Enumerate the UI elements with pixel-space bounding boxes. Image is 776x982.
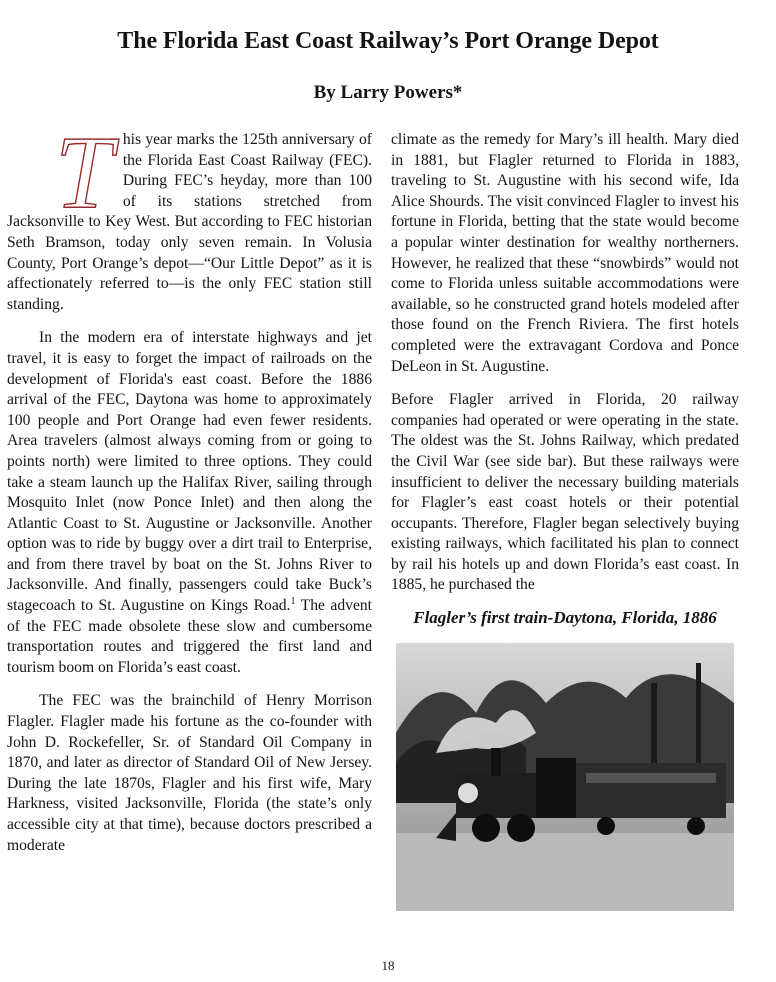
left-column (7, 115, 372, 856)
page-number: 18 (381, 958, 395, 973)
author-byline: By Larry Powers* (313, 82, 463, 103)
paragraph-flagler: The FEC was the brainchild of Henry Morrison Flagler. Flagler made his fortune as the co-founder with John D. Rockefeller, Sr. of Standard Oil Company in 1870, and later as director of Standard Oil of New Jersey. During the late 1870s, Flagler and his first wife, Mary Harkness, visited Jacksonville, Florida (the state’s only accessible city at that time), because doctors prescribed a moderate (7, 692, 372, 854)
footnote-marker: 1 (290, 595, 296, 607)
intro-paragraph (7, 115, 372, 315)
paragraph-railways: Before Flagler arrived in Florida, 20 railway companies had operated or were operating in the state. The oldest was the St. Johns Railway, which predated the Civil War (see side bar). But these railways were insufficient to deliver the necessary building materials for Flagler’s east coast hotels or their potential occupants. Therefore, Flagler began selectively buying existing railways, which facilitated his plan to connect by rail his hotels up and down Florida’s east coast. In 1885, he purchased the (391, 391, 739, 594)
article-title: The Florida East Coast Railway’s Port Orange Depot (117, 28, 659, 54)
intro-text: his year marks the 125th anniversary of the Florida East Coast Railway (FEC). During FEC’s heyday, more than 100 of its stations stretched from Jacksonville to Key West. But according to FEC historian Seth Bramson, today only seven remain. In Volusia County, Port Orange’s depot—“Our Little Depot” as it is affectionately referred to—is the only FEC station still standing. (7, 131, 372, 313)
right-column (391, 130, 739, 911)
paragraph-climate: climate as the remedy for Mary’s ill health. Mary died in 1881, but Flagler returned to Florida in 1883, traveling to St. Augustine with his second wife, Ida Alice Shourds. The visit convinced Flagler to invest his fortune in Florida, betting that the state would become a popular winter destination for wealthy northerners. However, he realized that these “snowbirds” would not come to Florida unless suitable accommodations were available, so he constructed grand hotels modeled after those found on the French Riviera. The first hotels completed were the extravagant Cordova and Ponce DeLeon in St. Augustine. (391, 131, 739, 375)
train-photo (396, 643, 734, 911)
paragraph-modern-era (7, 328, 372, 678)
paragraph-modern-era-end: The advent of the FEC made obsolete these slow and cumbersome transportation routes and triggered the first land and tourism boom on Florida’s east coast. (7, 597, 372, 676)
drop-cap: T (55, 115, 113, 230)
photo-caption: Flagler’s first train-Daytona, Florida, 1886 (413, 608, 717, 628)
paragraph-modern-era-text: In the modern era of interstate highways and jet travel, it is easy to forget the impact of railroads on the development of Florida's east coast. Before the 1886 arrival of the FEC, Daytona was home to approximately 100 people and Port Orange had even fewer residents. Area travelers (almost always coming from or going to points north) were limited to three options. They could take a steam launch up the Halifax River, sailing through Mosquito Inlet (now Ponce Inlet) and then along the Atlantic Coast to St. Augustine or Jacksonville. Another option was to ride by buggy over a dirt trail to Enterprise, and from there travel by boat on the St. Johns River to Jacksonville. And finally, passengers could take Buck’s stagecoach to St. Augustine on Kings Road. (7, 329, 372, 615)
